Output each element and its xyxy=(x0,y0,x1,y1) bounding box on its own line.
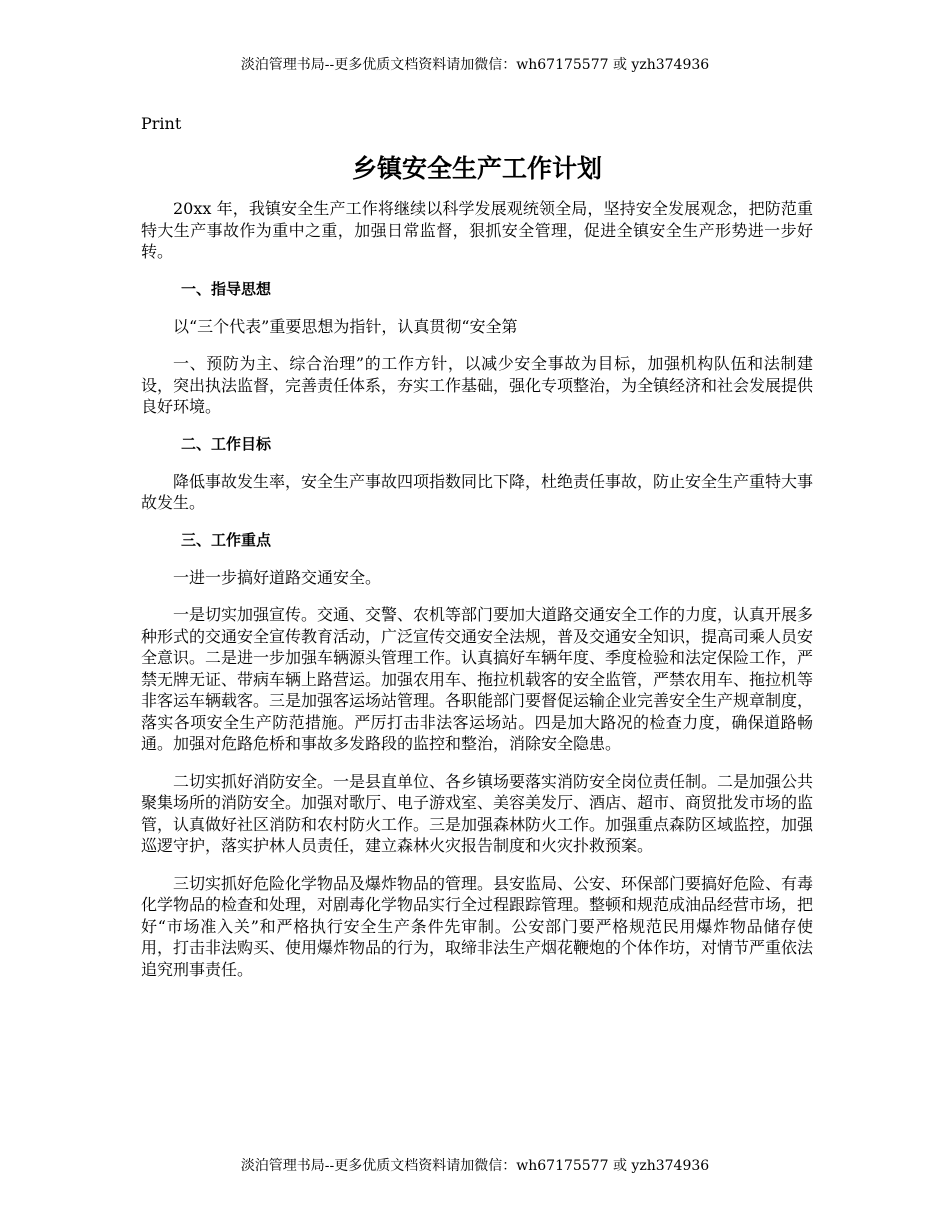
paragraph: 一进一步搞好道路交通安全。 xyxy=(173,567,382,587)
section-heading-work-focus: 三、工作重点 xyxy=(181,530,272,549)
paragraph: 降低事故发生率，安全生产事故四项指数同比下降，杜绝责任事故，防止安全生产重特大事故发生。 xyxy=(141,471,814,512)
section-heading-guiding-ideology: 一、指导思想 xyxy=(181,279,272,298)
paragraph: 一是切实加强宣传。交通、交警、农机等部门要加大道路交通安全工作的力度，认真开展多种形式的交通安全宣传教育活动，广泛宣传交通安全法规，普及交通安全知识，提高司乘人员安全意识。二是进一步加强车辆源头管理工作。认真搞好车辆年度、季度检验和法定保险工作，严禁无牌无证、带病车辆上路营运。加强农用车、拖拉机载客的安全监管，严禁农用车、拖拉机等非客运车辆载客。三是加强客运场站管理。各职能部门要督促运输企业完善安全生产规章制度，落实各项安全生产防范措施。严厉打击非法客运场站。四是加大路况的检查力度，确保道路畅通。加强对危路危桥和事故多发路段的监控和整治，消除安全隐患。 xyxy=(141,605,814,753)
page-footer: 淡泊管理书局--更多优质文档资料请加微信：wh67175577 或 yzh374936 xyxy=(240,1158,710,1174)
print-label: Print xyxy=(141,114,182,133)
document-title: 乡镇安全生产工作计划 xyxy=(351,154,602,183)
paragraph: 三切实抓好危险化学物品及爆炸物品的管理。县安监局、公安、环保部门要搞好危险、有毒化学物品的检查和处理，对剧毒化学物品实行全过程跟踪管理。整顿和规范成油品经营市场，把好“市场准入关”和严格执行安全生产条件先审制。公安部门要严格规范民用爆炸物品储存使用，打击非法购买、使用爆炸物品的行为，取缔非法生产烟花鞭炮的个体作坊，对情节严重依法追究刑事责任。 xyxy=(141,873,814,979)
paragraph: 以“三个代表”重要思想为指针，认真贯彻“安全第 xyxy=(173,316,518,336)
paragraph: 一、预防为主、综合治理”的工作方针，以减少安全事故为目标，加强机构队伍和法制建设，突出执法监督，完善责任体系，夯实工作基础，强化专项整治，为全镇经济和社会发展提供良好环境。 xyxy=(141,354,814,416)
page-header: 淡泊管理书局--更多优质文档资料请加微信：wh67175577 或 yzh374936 xyxy=(240,57,710,73)
intro-paragraph: 20xx 年，我镇安全生产工作将继续以科学发展观统领全局，坚持安全发展观念，把防范重特大生产事故作为重中之重，加强日常监督，狠抓安全管理，促进全镇安全生产形势进一步好转。 xyxy=(141,199,813,261)
paragraph: 二切实抓好消防安全。一是县直单位、各乡镇场要落实消防安全岗位责任制。二是加强公共聚集场所的消防安全。加强对歌厅、电子游戏室、美容美发厅、酒店、超市、商贸批发市场的监管，认真做好社区消防和农村防火工作。三是加强森林防火工作。加强重点森防区域监控，加强巡逻守护，落实护林人员责任，建立森林火灾报告制度和火灾扑救预案。 xyxy=(141,771,814,855)
document-body xyxy=(141,114,813,996)
section-heading-work-goals: 二、工作目标 xyxy=(181,434,272,453)
